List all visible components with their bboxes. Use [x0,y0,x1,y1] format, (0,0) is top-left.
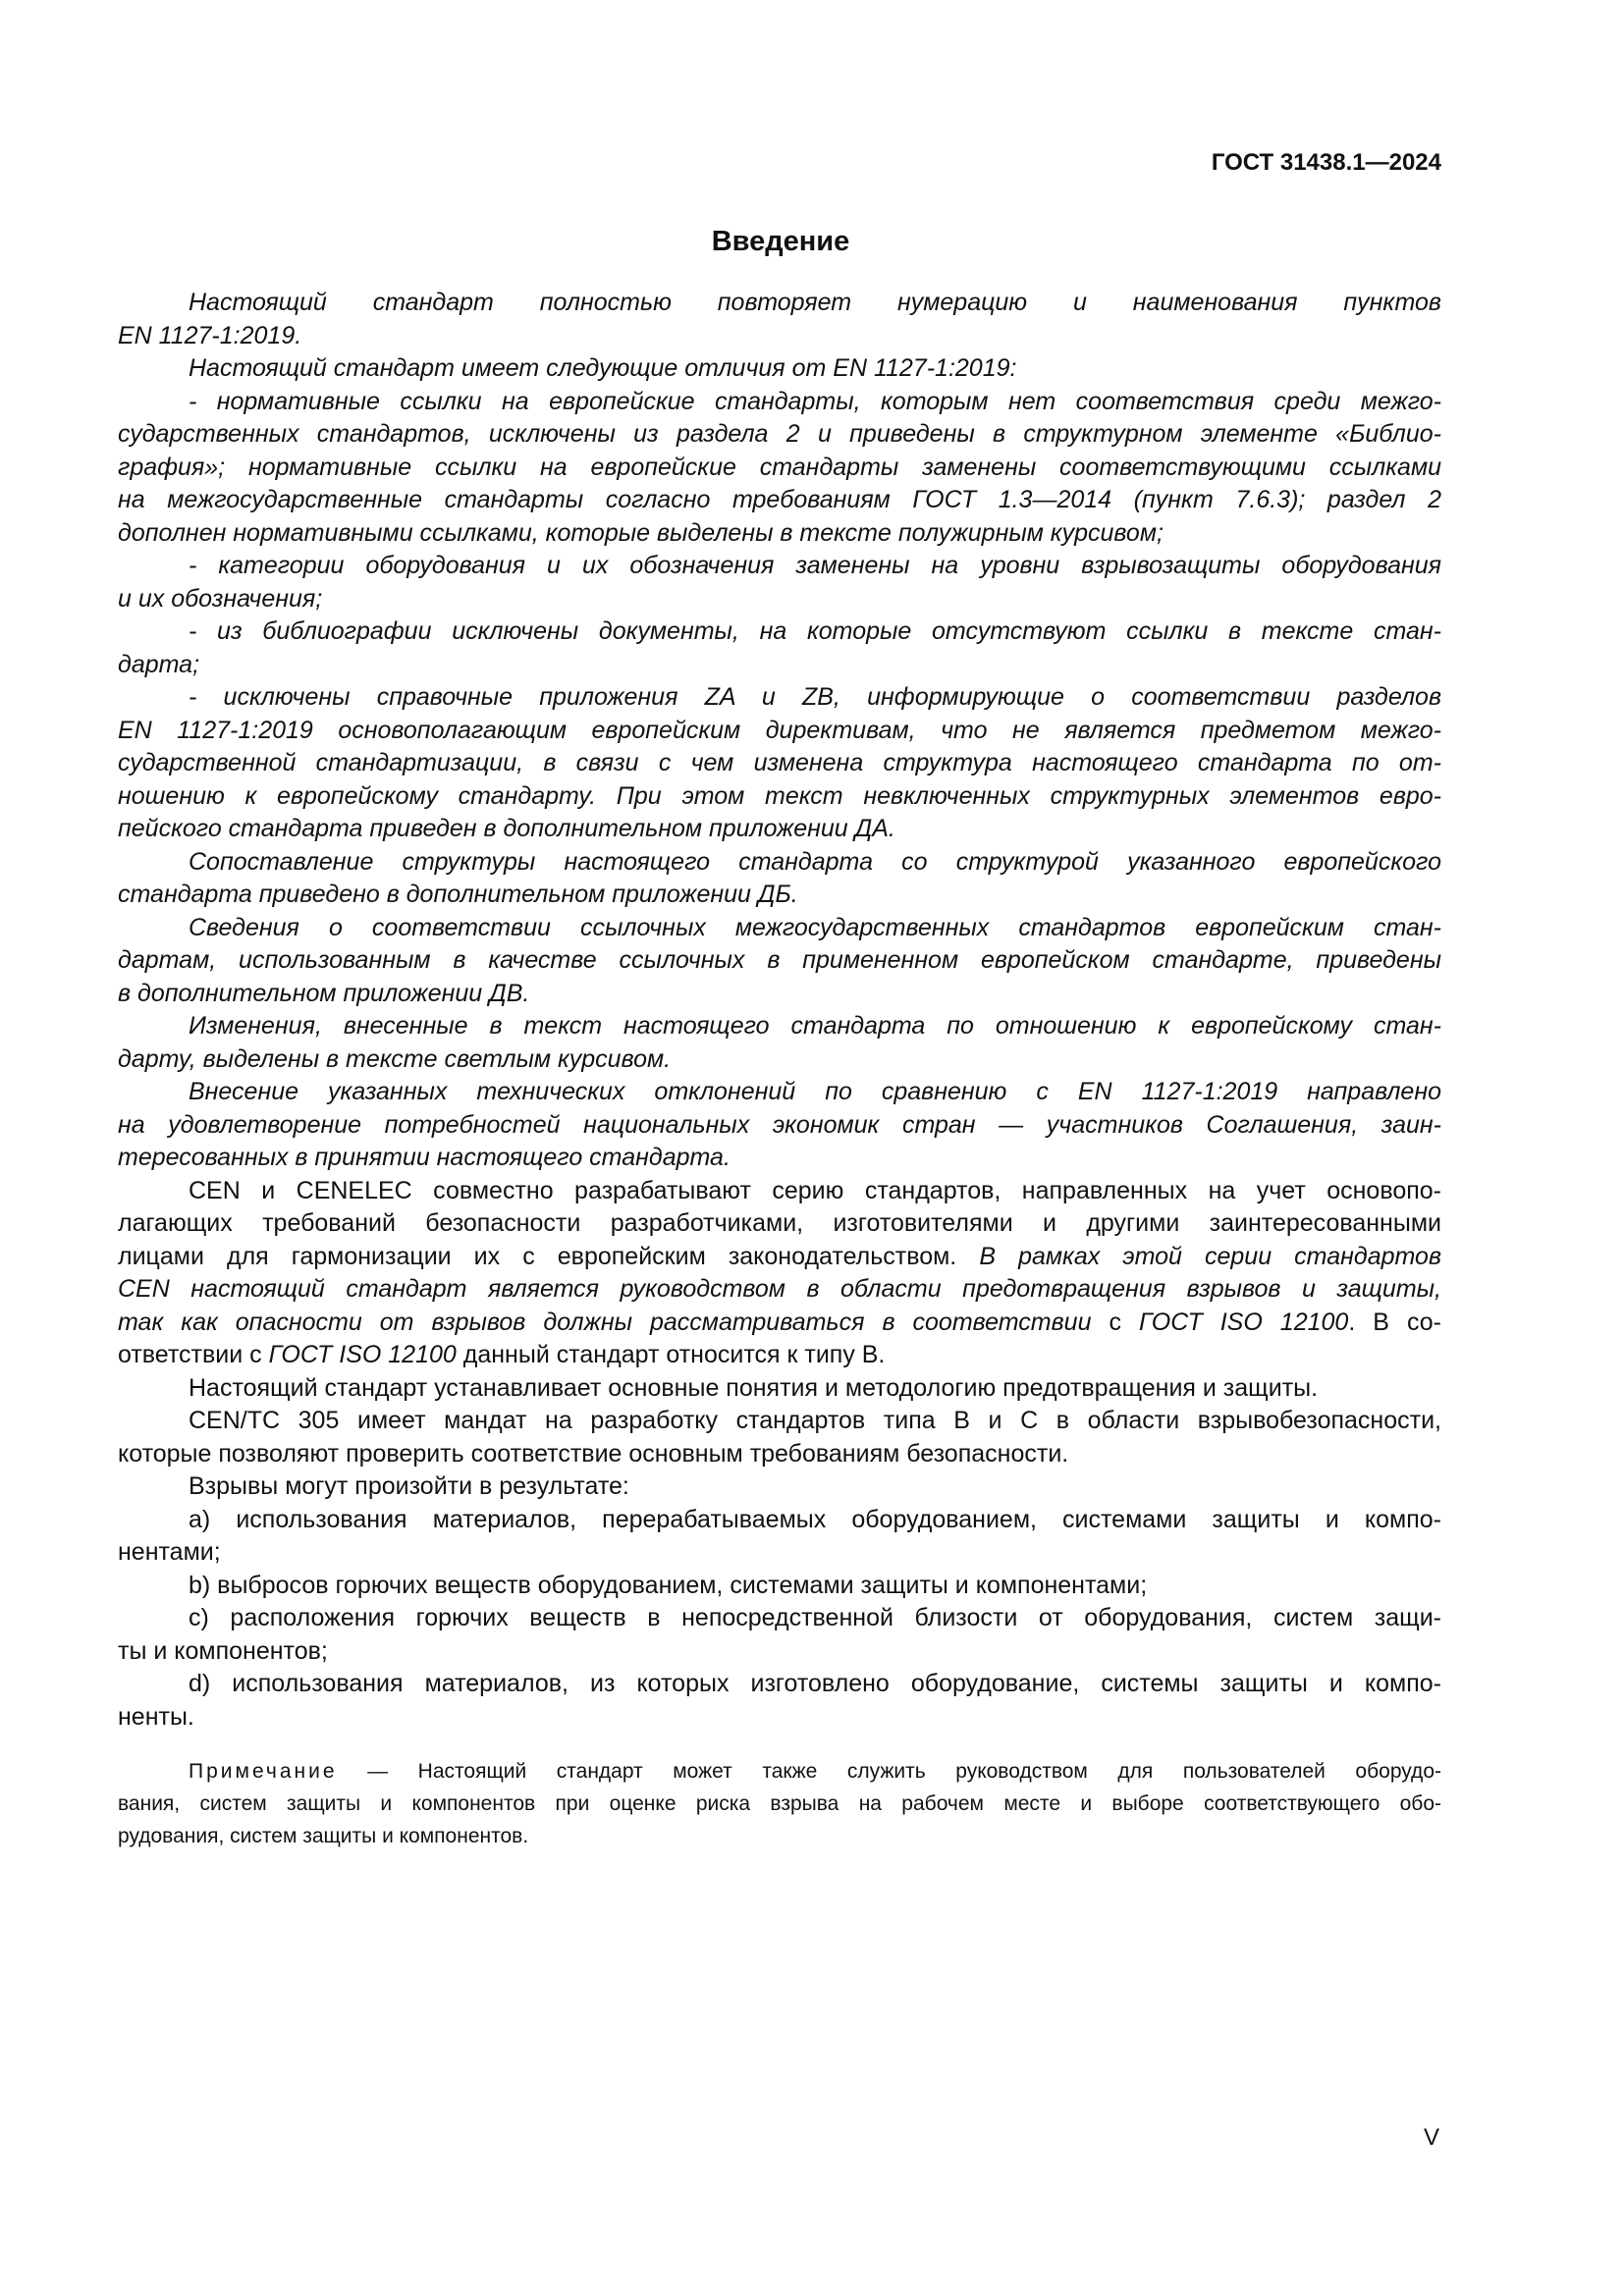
text-line [118,1504,1441,1537]
text-line [118,1175,1441,1208]
paragraph [118,912,1441,1011]
text-span: Настоящий стандарт устанавливает основные понятия и методологию предотвращения и защиты. [189,1373,1319,1402]
text-span: дарта; [118,650,200,678]
text-span: - категории оборудования и их обозначения заменены на уровни взрывозащиты оборудования [189,552,1441,579]
text-span: - из библиографии исключены документы, на которые отсутствуют ссылки в тексте стан- [189,617,1441,645]
text-line [118,320,1441,353]
note-line [118,1755,1441,1788]
paragraph [118,386,1441,551]
note [118,1755,1441,1852]
text-span: данный стандарт относится к типу В. [456,1341,886,1368]
text-span: и их обозначения; [118,584,323,613]
text-span: стандарта приведено в дополнительном приложении ДБ. [118,881,798,908]
text-line [118,912,1441,945]
paragraph [118,1504,1441,1570]
text-line [118,386,1441,419]
text-line [118,681,1441,715]
text-line [118,615,1441,649]
text-span: Настоящий стандарт полностью повторяет нумерацию и наименования пунктов [189,289,1441,316]
paragraph [118,615,1441,681]
text-line [118,1109,1441,1143]
text-line [118,1076,1441,1109]
text-line [118,1010,1441,1043]
text-line [118,583,1441,616]
text-line [118,1470,1441,1504]
text-span: EN 1127-1:2019 основополагающим европейским директивам, что не является предметом межго- [118,716,1441,744]
text-line [118,1142,1441,1175]
text-line [118,418,1441,452]
document-body [118,287,1441,1734]
text-span: тересованных в принятии настоящего стандарта. [118,1144,731,1171]
text-span: ГОСТ ISO 12100 [268,1341,457,1368]
text-span: EN 1127-1:2019. [118,321,302,349]
text-line [118,352,1441,386]
text-span: c) расположения горючих веществ в непосредственной близости от оборудования, систем защи- [189,1604,1441,1631]
text-line [118,1536,1441,1570]
text-line [118,1372,1441,1406]
text-span: . В со- [1348,1308,1441,1336]
paragraph [118,1405,1441,1470]
text-span: дополнен нормативными ссылками, которые выделены в тексте полужирным курсивом; [118,518,1164,547]
text-span: Внесение указанных технических отклонений по сравнению с EN 1127-1:2019 направлено [189,1078,1441,1105]
text-span: CEN и CENELEC совместно разрабатывают серию стандартов, направленных на учет основопо- [189,1176,1441,1204]
text-line [118,1207,1441,1241]
text-span: CEN настоящий стандарт является руководством в области предотвращения взрывов и защиты, [118,1275,1441,1303]
text-span: так как опасности от взрывов должны рассматриваться в соответствии [118,1308,1110,1336]
text-span: - нормативные ссылки на европейские стандарты, которым нет соответствия среди межго- [189,387,1441,415]
text-line [118,846,1441,880]
text-line [118,452,1441,485]
paragraph [118,352,1441,386]
text-span: CEN/TC 305 имеет мандат на разработку стандартов типа В и С в области взрывобезопасности, [189,1407,1441,1434]
paragraph [118,1602,1441,1668]
text-line [118,1635,1441,1669]
text-span: которые позволяют проверить соответствие основным требованиям безопасности. [118,1439,1069,1468]
text-line [118,747,1441,780]
text-span: дартам, использованным в качестве ссылочных в примененном европейском стандарте, приведены [118,946,1441,974]
document-number: ГОСТ 31438.1—2024 [1211,149,1441,176]
paragraph [118,681,1441,846]
note-line [118,1788,1441,1820]
text-line [118,1570,1441,1603]
text-span: Настоящий стандарт имеет следующие отличия от EN 1127-1:2019: [189,354,1017,382]
text-line [118,978,1441,1011]
text-span: лагающих требований безопасности разработчиками, изготовителями и другими заинтересованными [118,1209,1441,1237]
text-line [118,1405,1441,1438]
text-span: В рамках этой серии стандартов [979,1242,1441,1270]
text-line [118,879,1441,912]
text-span: с [1109,1308,1140,1336]
note-label: Примечание [189,1760,338,1783]
text-line [118,1602,1441,1635]
text-span: a) использования материалов, перерабатываемых оборудованием, системами защиты и компо- [189,1505,1441,1533]
text-span: на удовлетворение потребностей национальных экономик стран — участников Соглашения, заин- [118,1110,1441,1139]
text-span: b) выбросов горючих веществ оборудованием, системами защиты и компонентами; [189,1571,1148,1599]
text-line [118,780,1441,814]
text-span: Изменения, внесенные в текст настоящего стандарта по отношению к европейскому стан- [189,1012,1441,1040]
text-line [118,1241,1441,1274]
paragraph [118,1570,1441,1603]
paragraph [118,550,1441,615]
paragraph [118,1175,1441,1372]
text-span: - исключены справочные приложения ZA и ZB, информирующие о соответствии разделов [189,683,1441,711]
text-line [118,517,1441,551]
text-span: на межгосударственные стандарты согласно требованиям ГОСТ 1.3—2014 (пункт 7.6.3); раздел 2 [118,486,1441,513]
text-span: ненты. [118,1702,194,1731]
text-span: сударственной стандартизации, в связи с чем изменена структура настоящего стандарта по от- [118,749,1441,776]
text-line [118,715,1441,748]
page-number: V [1424,2124,1440,2151]
paragraph [118,1470,1441,1504]
text-span: лицами для гармонизации их с европейским законодательством. [118,1242,980,1270]
text-span: нентами; [118,1538,221,1566]
text-line [118,1438,1441,1471]
text-line [118,1668,1441,1701]
text-line [118,1339,1441,1372]
text-span: ГОСТ ISO 12100 [1139,1308,1349,1336]
paragraph [118,846,1441,912]
text-span: Сопоставление структуры настоящего стандарта со структурой указанного европейского [189,847,1441,876]
paragraph [118,1668,1441,1734]
text-span: ответствии с [118,1341,269,1368]
text-line [118,1701,1441,1735]
text-span: ношению к европейскому стандарту. При этом текст невключенных структурных элементов евро- [118,781,1441,810]
text-line [118,944,1441,978]
text-line [118,813,1441,846]
page-content [118,287,1441,1852]
section-title: Введение [711,226,850,257]
text-line [118,287,1441,320]
text-span: ты и компонентов; [118,1636,328,1665]
paragraph [118,1010,1441,1076]
text-span: сударственных стандартов, исключены из раздела 2 и приведены в структурном элементе «Библио- [118,420,1441,448]
text-line [118,1043,1441,1077]
text-span: в дополнительном приложении ДВ. [118,979,530,1007]
note-line [118,1820,1441,1852]
text-span: Сведения о соответствии ссылочных межгосударственных стандартов европейским стан- [189,913,1441,941]
text-line [118,649,1441,682]
paragraph [118,287,1441,352]
text-line [118,484,1441,517]
paragraph [118,1372,1441,1406]
text-span: графия»; нормативные ссылки на европейские стандарты заменены соответствующими ссылками [118,453,1441,481]
text-span: d) использования материалов, из которых изготовлено оборудование, системы защиты и компо- [189,1670,1441,1697]
text-line [118,1307,1441,1340]
text-line [118,1273,1441,1307]
paragraph [118,1076,1441,1175]
text-span: пейского стандарта приведен в дополнительном приложении ДА. [118,815,895,842]
note-text: — Настоящий стандарт может также служить руководством для пользователей оборудо- [367,1760,1441,1783]
note-text: рудования, систем защиты и компонентов. [118,1825,529,1847]
text-span: Взрывы могут произойти в результате: [189,1472,629,1500]
text-span: дарту, выделены в тексте светлым курсивом. [118,1044,672,1073]
text-line [118,550,1441,583]
note-text: вания, систем защиты и компонентов при оценке риска взрыва на рабочем месте и выборе соответствующего обо- [118,1792,1441,1815]
